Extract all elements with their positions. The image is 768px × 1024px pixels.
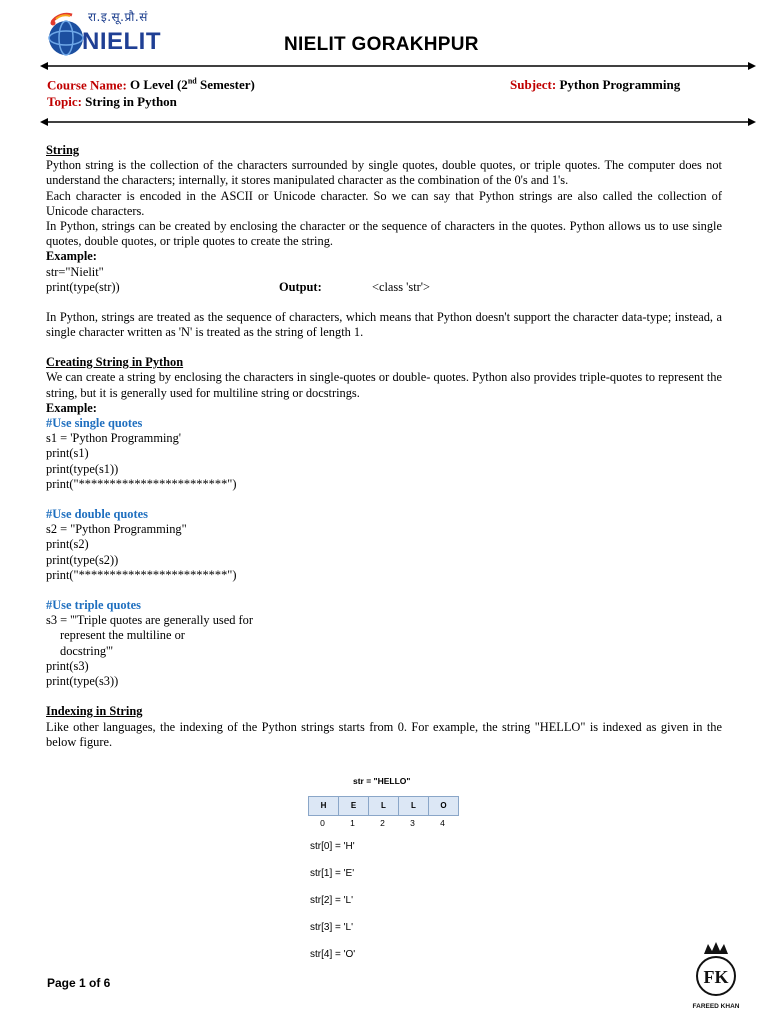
heading-string: String	[46, 143, 80, 157]
subject-value: Python Programming	[559, 77, 681, 92]
string-paragraph-1: Python string is the collection of the characters surrounded by single quotes, double quotes, or triple quotes. The computer does not understand the characters; internally, it stores manipulated character as the combination of the 0's and 1's.	[46, 158, 722, 188]
index-expression: str[1] = 'E'	[310, 868, 355, 879]
char-cell: E	[338, 796, 369, 816]
code-line: print(s3)	[46, 658, 89, 673]
char-cell: L	[398, 796, 429, 816]
char-cell: H	[308, 796, 339, 816]
output-row	[46, 280, 722, 295]
logo-initials: FK	[703, 967, 729, 987]
page-number: Page 1 of 6	[47, 976, 111, 990]
index-label: 0	[320, 818, 325, 828]
example-label: Example:	[46, 400, 97, 415]
course-label: Course Name:	[47, 77, 127, 93]
main-content	[46, 143, 722, 750]
index-expression: str[4] = 'O'	[310, 949, 356, 960]
nielit-logo	[42, 8, 172, 60]
heading-creating-string: Creating String in Python	[46, 355, 184, 370]
fareed-khan-logo	[686, 940, 746, 1014]
string-paragraph-2: Each character is encoded in the ASCII or Unicode character. So we can say that Python strings are also called the collection of Unicode characters.	[46, 188, 722, 218]
code-comment: #Use double quotes	[46, 507, 148, 522]
course-value-pre: O Level (2	[130, 77, 188, 93]
code-line: print("************************")	[46, 567, 237, 582]
index-label: 4	[440, 818, 445, 828]
topic-label: Topic:	[47, 94, 82, 109]
code-line: s2 = "Python Programming"	[46, 522, 187, 537]
code-comment: #Use triple quotes	[46, 598, 141, 613]
index-label: 1	[350, 818, 355, 828]
subject-row	[510, 77, 680, 93]
creating-paragraph-1: We can create a string by enclosing the characters in single-quotes or double- quotes. Python also provides triple-quotes to represent the string, but it is generally used for multiline string or docstrings.	[46, 370, 722, 400]
char-cell: O	[428, 796, 459, 816]
logo-name: FAREED KHAN	[692, 1003, 740, 1010]
index-label: 2	[380, 818, 385, 828]
crown-icon	[686, 940, 746, 1014]
course-row	[47, 77, 255, 93]
code-line: print("************************")	[46, 476, 237, 491]
code-line: s3 = '''Triple quotes are generally used for	[46, 613, 253, 628]
code-line: print(type(s2))	[46, 552, 119, 567]
code-line: represent the multiline or	[60, 628, 185, 643]
course-value-post: Semester)	[196, 77, 255, 93]
string-paragraph-3: In Python, strings can be created by enclosing the character or the sequence of characters in the quotes. Python allows us to use single quotes, double quotes, or triple quotes to create the string.	[46, 219, 722, 249]
meta-divider-arrow	[40, 117, 756, 127]
heading-indexing: Indexing in String	[46, 704, 143, 719]
course-value-sup: nd	[187, 77, 197, 86]
code-line: print(type(s1))	[46, 461, 119, 476]
string-paragraph-4: In Python, strings are treated as the sequence of characters, which means that Python doesn't support the character data-type; instead, a single character written as 'N' is treated as the string of length 1.	[46, 309, 722, 340]
code-comment: #Use single quotes	[46, 416, 143, 431]
index-expression: str[0] = 'H'	[310, 841, 355, 852]
output-value: <class 'str'>	[372, 279, 431, 294]
indexing-paragraph-1: Like other languages, the indexing of the Python strings starts from 0. For example, the string "HELLO" is indexed as given in the below figure.	[46, 719, 722, 749]
course-value	[130, 77, 255, 92]
char-cell: L	[368, 796, 399, 816]
index-expression: str[3] = 'L'	[310, 922, 354, 933]
code-line: print(s1)	[46, 446, 89, 461]
example-label: Example:	[46, 249, 97, 264]
code-line: print(s2)	[46, 537, 89, 552]
logo-wordmark: NIELIT	[82, 28, 161, 55]
code-line: print(type(s3))	[46, 674, 119, 689]
topic-row	[47, 94, 177, 110]
topic-value: String in Python	[85, 94, 177, 109]
site-title: NIELIT GORAKHPUR	[284, 34, 479, 55]
subject-label: Subject:	[510, 77, 557, 92]
index-expression: str[2] = 'L'	[310, 895, 354, 906]
code-line: print(type(str))	[46, 279, 120, 294]
logo-hindi-text: रा.इ.सू.प्रौ.सं	[88, 10, 148, 24]
output-label: Output:	[279, 279, 322, 294]
hello-index-figure	[305, 776, 465, 966]
char-cells	[308, 796, 458, 816]
code-line: str="Nielit"	[46, 264, 104, 279]
code-line: docstring'''	[60, 643, 113, 658]
code-line: s1 = 'Python Programming'	[46, 431, 182, 446]
index-label: 3	[410, 818, 415, 828]
figure-title: str = "HELLO"	[353, 776, 411, 786]
header-divider-arrow	[40, 61, 756, 71]
